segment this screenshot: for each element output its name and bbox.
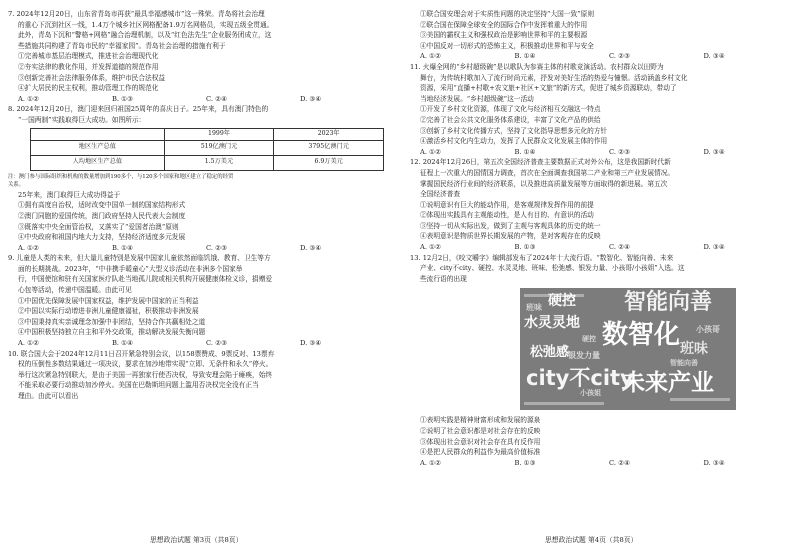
q9-stem-line: 心包等活动，传递中国温暖。由此可见 — [18, 286, 132, 295]
q11-item: ④激活乡村文化内生动力，发挥了人民群众文化发展主体的作用 — [420, 137, 608, 146]
q10-item: ③美国的霸权主义和强权政治是影响世界和平的主要根源 — [420, 31, 588, 40]
left-page-footer: 思想政治试题 第3页（共8页） — [150, 536, 243, 544]
question-10-continued — [410, 9, 788, 62]
question-11 — [410, 62, 788, 157]
right-page-footer: 思想政治试题 第4页（共8页） — [545, 536, 638, 544]
option-a: A. ①② — [420, 458, 442, 467]
q13-stem-line: 13. 12月2日，《咬文嚼字》编辑部发布了2024年十大流行语。“数智化、智能向善、未来 — [410, 253, 674, 262]
q13-item: ①表明实践是精神财富形成和发展的源泉 — [420, 416, 541, 425]
q12-stem-line: 全国经济普查 — [420, 190, 461, 199]
q9-stem-line: 9. 儿童是人类的未来，但大量儿童特别是发展中国家儿童依然面临饥饿、教育、卫生等方 — [8, 254, 271, 263]
table-header-cell: 1999年 — [164, 128, 274, 140]
q12-item: ③坚持一切从实际出发，做到了主观与客观具体的历史的统一 — [420, 221, 601, 230]
q13-stem-line: 产业、city不city、硬控、水灵灵地、班味、松弛感、银发力量、小孩哥/小孩姐”入选。这 — [420, 264, 685, 273]
option-a: A. ①② — [18, 94, 40, 103]
option-b: B. ①④ — [112, 243, 134, 252]
option-b: B. ①④ — [112, 339, 134, 348]
option-d: D. ③④ — [300, 339, 322, 348]
option-a: A. ①② — [18, 339, 40, 348]
q10-item: ④中国反对一切形式的恐怖主义，积极推动世界和平与安全 — [420, 41, 594, 50]
q7-item: ④扩大居民的民主权利，推动管理工作的规范化 — [18, 84, 159, 93]
q7-stem-line: 的重心下沉到社区一线，1.4万个城乡社区网格配备1.9万名网格员，实现五级全贯通。 — [18, 20, 274, 29]
question-10 — [8, 349, 384, 402]
q9-item: ②中国以实际行动增进非洲儿童健康福祉，积极推动非洲发展 — [18, 307, 199, 316]
table-header-cell: 2023年 — [274, 128, 384, 140]
cloud-word: 硬控 — [548, 293, 576, 310]
right-page-column — [410, 9, 788, 468]
table-cell: 519亿澳门元 — [164, 140, 274, 155]
question-8 — [8, 104, 384, 253]
option-d: D. ③④ — [703, 458, 725, 467]
option-c: C. ②④ — [206, 94, 228, 103]
q13-item: ④是把人民群众的利益作为最高价值标准 — [420, 448, 541, 457]
option-b: B. ①④ — [514, 147, 536, 156]
q8-options — [8, 243, 384, 254]
question-13 — [410, 253, 788, 469]
buzzword-cloud-image — [520, 288, 736, 410]
cloud-word: 小孩哥 — [696, 325, 720, 335]
q9-item: ③中国秉持真实亲诚理念加强中非团结，坚持合作共赢相处之道 — [18, 317, 206, 326]
q8-item: ④中央政府和祖国内地大力支持，坚持经济适度多元发展 — [18, 233, 186, 242]
cloud-word: 数智化 — [602, 320, 681, 351]
q7-item: ③创新完善社会法律服务体系，维护市民合法权益 — [18, 73, 166, 82]
filler-text-line — [670, 398, 730, 401]
question-7 — [8, 9, 384, 104]
q8-stem-line: 25年来，澳门取得巨大成功得益于 — [18, 190, 121, 199]
option-a: A. ①② — [420, 52, 442, 61]
q9-item: ④中国积极坚持独立自主和平外交政策，推动解决发展失衡问题 — [18, 328, 206, 337]
q8-item: ①拥有高度自治权，适时改变中国单一制的国家结构形式 — [18, 201, 186, 210]
q11-stem-line: 当地经济发展。“乡村超级碗”这一活动 — [420, 94, 534, 103]
table-row — [31, 140, 384, 155]
q12-item: ①说明意识有巨大的能动作用，是客观规律发挥作用的前提 — [420, 200, 594, 209]
option-c: C. ②③ — [206, 243, 228, 252]
table-cell: 6.9万美元 — [274, 155, 384, 170]
q9-options — [8, 338, 384, 349]
option-b: B. ①③ — [112, 94, 134, 103]
q10-stem-line: 10. 联合国大会于2024年12月11日召开紧急特别会议，以158票赞成、9票反对、13票弃 — [8, 349, 275, 358]
q10-item: ①联合国安理会对于实质性问题的决定坚持“大国一致”原则 — [420, 10, 595, 18]
q11-item: ①开发了乡村文化资源，体现了文化与经济相互交融这一特点 — [420, 105, 601, 114]
option-b: B. ①③ — [514, 458, 536, 467]
q11-item: ②完善了社会公共文化服务体系建设，丰富了文化产品的供给 — [420, 115, 601, 124]
table-row — [31, 155, 384, 170]
q7-stem-line: 此外，青岛下沉和“警格+网格”融合治理机制，以及“红色法先生”企业服务团成立，这 — [18, 31, 272, 40]
cloud-word: 班味 — [680, 341, 708, 358]
q10-stem-line: 不能采取必要行动推动加沙停火。美国在巴勒斯坦问题上滥用否决权完全没有正当 — [18, 381, 259, 390]
q12-options — [410, 242, 788, 253]
q10-stem-line: 权的压倒性多数结果通过一项决议，要求在加沙地带实现“立即、无条件和永久”停火。 — [18, 360, 273, 369]
table-header-row — [31, 128, 384, 140]
q8-item: ②澳门同胞的爱国传统，澳门政府坚持人民代表大会制度 — [18, 211, 186, 220]
q11-stem-line: 资源，采用“直播+村歌+农文旅+社区+文旅”的新方式，促进了城乡资源联动，带动了 — [420, 84, 677, 93]
option-d: D. ③④ — [300, 243, 322, 252]
table-cell: 1.5万美元 — [164, 155, 274, 170]
option-b: B. ①④ — [514, 52, 536, 61]
cloud-word: 松弛感 — [530, 345, 570, 361]
q9-stem-line: 行，中国使馆和驻有关国家医疗队赴当地孤儿院或相关机构开展健康体检义诊，捐赠爱 — [18, 275, 273, 284]
option-c: C. ②③ — [609, 52, 631, 61]
cloud-word: 银发力量 — [568, 351, 600, 361]
table-note-line: 关系。 — [8, 182, 25, 189]
option-d: D. ③④ — [703, 147, 725, 156]
q11-stem-line: 舞台，为传统村歌加入了流行时尚元素，抒发对美好生活的热爱与憧憬。活动涵盖乡村文化 — [420, 73, 688, 82]
q9-item: ①中国优先保障发展中国家权益，维护发展中国家的正当利益 — [18, 296, 199, 305]
option-d: D. ③④ — [703, 243, 725, 252]
cloud-word: 小孩姐 — [580, 389, 601, 398]
left-page-column — [8, 9, 384, 402]
q10-stem-line: 理由。由此可以看出 — [18, 392, 79, 400]
q12-stem-line: 征程上一次重大的国情国力调查，首次在全面调查我国第二产业和第三产业发展情况。 — [420, 168, 675, 177]
q7-options — [8, 94, 384, 105]
q12-stem-line: 掌握国民经济行业间的经济联系，以及推进高质量发展等方面取得的新进展。第五次 — [420, 179, 668, 188]
q12-item: ④表明意识是物质世界长期发展的产物，是对客观存在的反映 — [420, 232, 601, 241]
option-a: A. ①② — [18, 243, 40, 252]
cloud-word: 未来产业 — [622, 370, 714, 397]
cloud-word: 班味 — [526, 303, 542, 313]
q11-stem-line: 11. 火爆全网的“乡村超级碗”是以歌队为参赛主体的村歌竞演活动。农村群众以田野为 — [410, 62, 664, 71]
q7-item: ①完善城市基层治理模式，推进社会治理现代化 — [18, 52, 159, 61]
q13-item: ②说明了社会意识都是对社会存在的反映 — [420, 427, 541, 436]
cloud-word: 硬控 — [582, 335, 596, 344]
cloud-word: 智能向善 — [624, 290, 713, 316]
q7-stem-line: 些措施共同构建了青岛市民的“幸福家园”。青岛社会治理的措施有利于 — [18, 41, 226, 50]
option-a: A. ①② — [420, 243, 442, 252]
option-b: B. ①③ — [514, 243, 536, 252]
q12-item: ②体现出实践具有主观能动性，是人有目的、有意识的活动 — [420, 211, 594, 220]
option-c: C. ②④ — [609, 243, 631, 252]
option-c: C. ②③ — [206, 339, 228, 348]
macau-gdp-table — [30, 128, 384, 171]
cloud-word: 智能向善 — [670, 359, 698, 368]
table-header-cell — [31, 128, 165, 140]
option-d: D. ③④ — [703, 52, 725, 61]
q10-stem-line: 举行这次紧急特别联大，是由于美国一再独家行使否决权，导致安理会陷于瘫痪，始终 — [18, 370, 273, 379]
option-d: D. ③④ — [300, 94, 322, 103]
q8-stem-line: “一国两制”实践取得巨大成功。如图所示： — [18, 115, 146, 124]
filler-text-line — [524, 402, 604, 405]
cloud-word: 水灵灵地 — [524, 315, 580, 332]
q8-item: ③既落实中央全面管治权，又落实了“爱国者治澳”原则 — [18, 222, 179, 231]
table-cell: 人均地区生产总值 — [31, 155, 165, 170]
question-12 — [410, 157, 788, 252]
q13-options — [410, 458, 788, 469]
option-c: C. ②③ — [609, 147, 631, 156]
option-a: A. ①② — [420, 147, 442, 156]
q9-stem-line: 面的长期挑战。2023年，“中非携手暖童心”大型义诊活动在非洲多个国家举 — [18, 264, 243, 273]
q11-item: ③创新了乡村文化传播方式，坚持了文化指导思想多元化的方针 — [420, 126, 608, 135]
q13-stem-line: 些流行语的出现 — [420, 274, 467, 283]
table-cell: 3795亿澳门元 — [274, 140, 384, 155]
table-note-line: 注：澳门参与国际组织和机构的数量增加到190多个，与120多个国家和地区建立了稳定的经贸 — [8, 173, 234, 180]
option-c: C. ②④ — [609, 458, 631, 467]
q12-stem-line: 12. 2024年12月26日，第五次全国经济普查主要数据正式对外公布，这是我国新时代新 — [410, 158, 671, 167]
q10-options — [410, 51, 788, 62]
q10-item: ②联合国在保障全球安全的国际合作中发挥着重大的作用 — [420, 20, 588, 29]
table-cell: 地区生产总值 — [31, 140, 165, 155]
q7-stem-line: 7. 2024年12月20日，山东省青岛市再获“最具幸福感城市”这一殊荣。青岛将社会治理 — [8, 10, 265, 18]
question-9 — [8, 253, 384, 348]
q7-item: ②夯实法律的教化作用，并发挥道德的规范作用 — [18, 62, 159, 71]
q13-item: ③体现出社会意识对社会存在具有反作用 — [420, 437, 541, 446]
cloud-word: city不city — [526, 366, 634, 391]
q11-options — [410, 147, 788, 158]
q8-stem-line: 8. 2024年12月20日，澳门迎来回归祖国25周年的喜庆日子。25年来，具有澳门特色的 — [8, 105, 269, 114]
